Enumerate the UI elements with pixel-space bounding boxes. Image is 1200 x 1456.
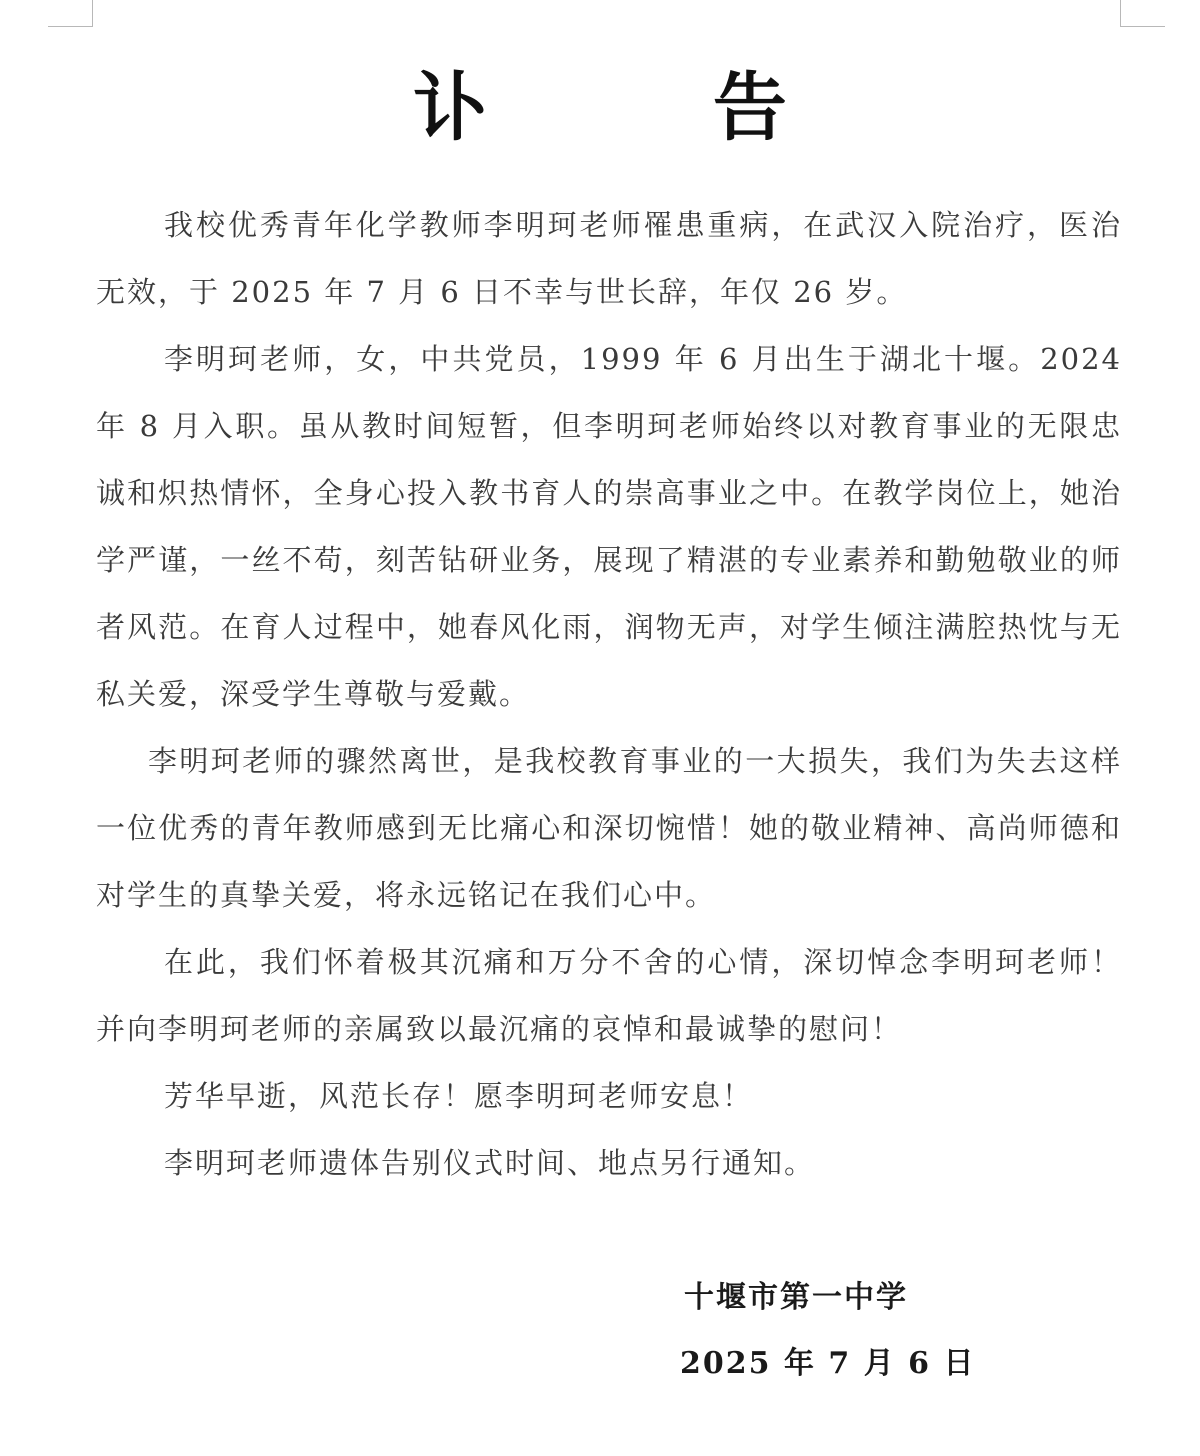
document-title: 讣 告 [413,65,887,151]
paragraph-funeral-notice: 李明珂老师遗体告别仪式时间、地点另行通知。 [164,1146,816,1180]
signature-date: 2025 年 7 月 6 日 [680,1346,976,1381]
page-corner-mark-top-left [48,0,93,27]
page-corner-mark-top-right [1120,0,1165,27]
document-body [96,192,1122,1197]
paragraph-announcement: 我校优秀青年化学教师李明珂老师罹患重病，在武汉入院治疗，医治无效，于 2025 年 7 月 6 日不幸与世长辞，年仅 26 岁。 [96,208,1122,309]
paragraph-condolence: 在此，我们怀着极其沉痛和万分不舍的心情，深切悼念李明珂老师！ 并向李明珂老师的亲属致以最沉痛的哀悼和最诚挚的慰问！ [96,945,1122,1046]
paragraph-loss: 李明珂老师的骤然离世，是我校教育事业的一大损失，我们为失去这样一位优秀的青年教师感到无比痛心和深切惋惜！她的敬业精神、高尚师德和对学生的真挚关爱，将永远铭记在我们心中。 [96,744,1122,912]
paragraph-farewell: 芳华早逝，风范长存！愿李明珂老师安息！ [164,1079,754,1113]
paragraph-biography: 李明珂老师，女，中共党员，1999 年 6 月出生于湖北十堰。2024 年 8 月入职。虽从教时间短暂，但李明珂老师始终以对教育事业的无限忠诚和炽热情怀，全身心投入教书育人的崇高事业之中。在教学岗位上，她治学严谨，一丝不苟，刻苦钻研业务，展现了精湛的专业素养和勤勉敬业的师者风范。在育人过程中，她春风化雨，润物无声，对学生倾注满腔热忱与无私关爱，深受学生尊敬与爱戴。 [96,342,1122,711]
signature-organization: 十堰市第一中学 [684,1280,908,1315]
